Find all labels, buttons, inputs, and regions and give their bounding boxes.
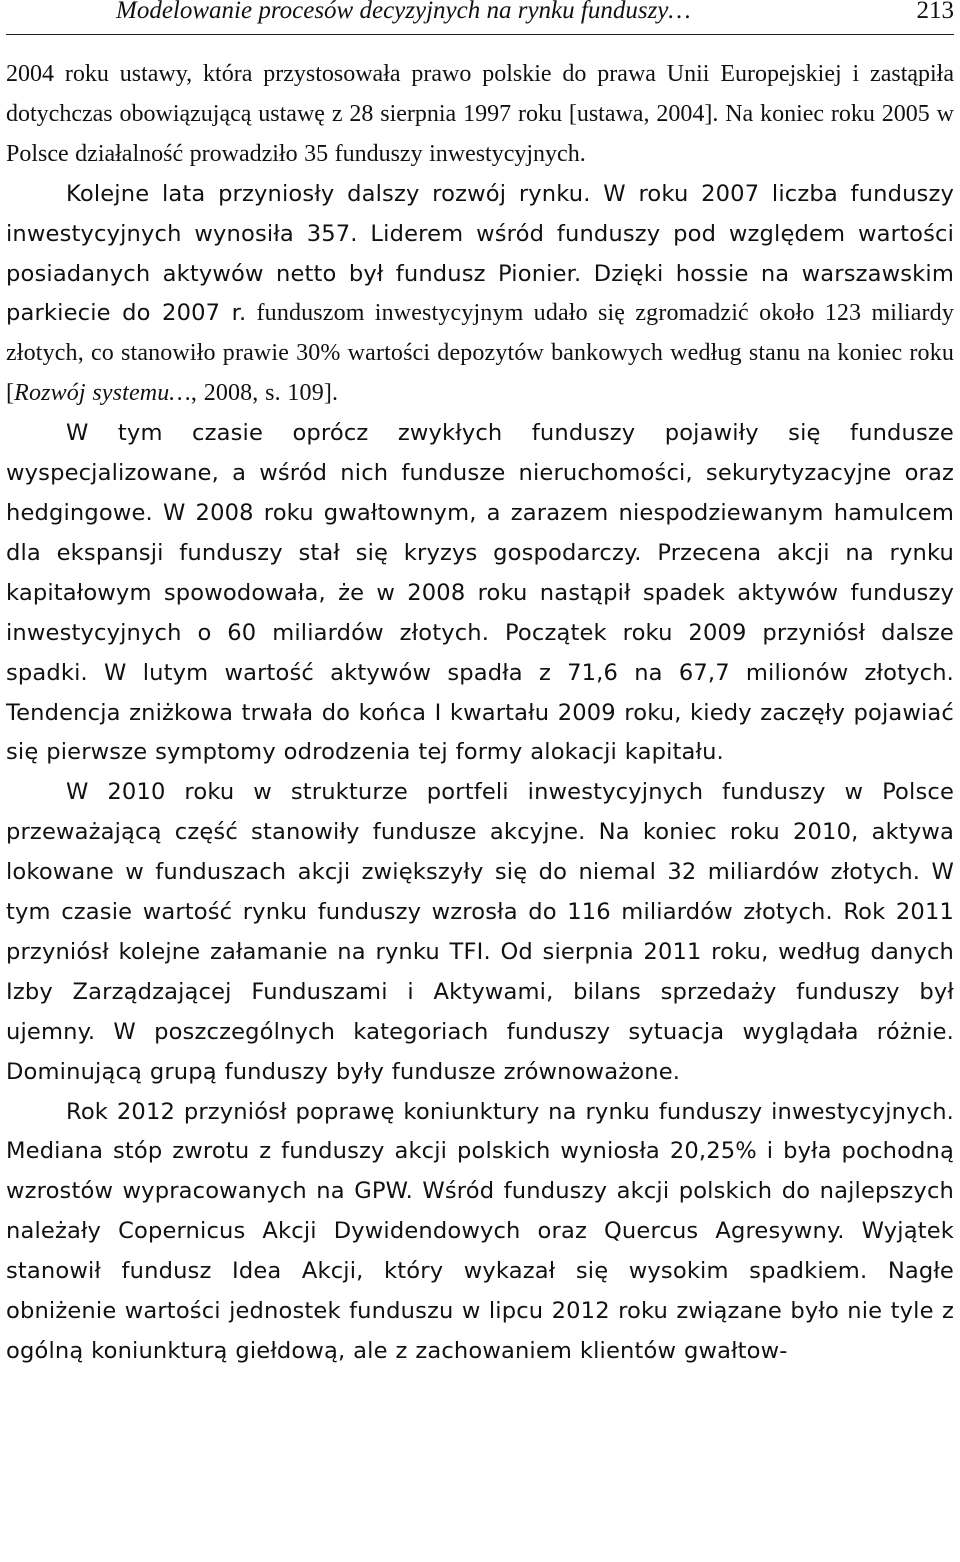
paragraph-2-part-a: Kolejne lata przyniosły dalszy rozwój rynku. W roku 2007 liczba funduszy inwestycyjnych wynosiła 357. Liderem wśród funduszy pod względem wartości posiadanych aktywów netto był fundusz Pionier. Dzięki hossie na warszawskim parkiecie do 2007 r. xyxy=(6,180,954,327)
paragraph-5: Rok 2012 przyniósł poprawę koniunktury na rynku funduszy inwestycyjnych. Mediana stóp zwrotu z funduszy akcji polskich wyniosła 20,25% i była pochodną wzrostów wypracowanych na GPW. Wśród funduszy akcji polskich do najlepszych należały Copernicus Akcji Dywidendowych oraz Quercus Agresywny. Wyjątek stanowił fundusz Idea Akcji, który wykazał się wysokim spadkiem. Nagłe obniżenie wartości jednostek funduszu w lipcu 2012 roku związane było nie tyle z ogólną koniunkturą giełdową, ale z zachowaniem klientów gwałtow- xyxy=(6,1098,954,1364)
paragraph-3: W tym czasie oprócz zwykłych funduszy pojawiły się fundusze wyspecjalizowane, a wśród nich fundusze nieruchomości, sekurytyzacyjne oraz hedgingowe. W 2008 roku gwałtownym, a zarazem niespodziewanym hamulcem dla ekspansji funduszy stał się kryzys gospodarczy. Przecena akcji na rynku kapitałowym spowodowała, że w 2008 roku nastąpił spadek aktywów funduszy inwestycyjnych o 60 miliardów złotych. Początek roku 2009 przyniósł dalsze spadki. W lutym wartość aktywów spadła z 71,6 na 67,7 milionów złotych. Tendencja zniżkowa trwała do końca I kwartału 2009 roku, kiedy zaczęły pojawiać się pierwsze symptomy odrodzenia tej formy alokacji kapitału. xyxy=(6,420,954,766)
paragraph-1: 2004 roku ustawy, która przystosowała prawo polskie do prawa Unii Europejskiej i zastąpiła dotychczas obowiązującą ustawę z 28 sierpnia 1997 roku [ustawa, 2004]. Na koniec roku 2005 w Polsce działalność prowadziło 35 funduszy inwestycyjnych. xyxy=(6,61,954,167)
paragraph-2 xyxy=(6,175,954,414)
paragraph-4: W 2010 roku w strukturze portfeli inwestycyjnych funduszy w Polsce przeważającą część stanowiły fundusze akcyjne. Na koniec roku 2010, aktywa lokowane w funduszach akcji zwiększyły się do niemal 32 miliardów złotych. W tym czasie wartość rynku funduszy wzrosła do 116 miliardów złotych. Rok 2011 przyniósł kolejne załamanie na rynku TFI. Od sierpnia 2011 roku, według danych Izby Zarządzającej Funduszami i Aktywami, bilans sprzedaży funduszy był ujemny. W poszczególnych kategoriach funduszy sytuacja wyglądała różnie. Dominującą grupą funduszy były fundusze zrównoważone. xyxy=(6,779,954,1085)
body-text xyxy=(6,55,954,1372)
citation-title: Rozwój systemu… xyxy=(14,380,191,407)
paragraph-2-part-c: , 2008, s. 109]. xyxy=(190,380,339,407)
document-page xyxy=(6,0,954,1372)
running-header xyxy=(6,0,954,35)
paragraph-2-part-b: funduszom inwestycyjnym udało się zgromadzić około 123 miliardy złotych, co stanowiło prawie 30% wartości depozytów bankowych według stanu na koniec roku [ xyxy=(6,300,954,407)
page-number: 213 xyxy=(916,0,954,24)
running-title: Modelowanie procesów decyzyjnych na rynku funduszy… xyxy=(116,0,691,24)
